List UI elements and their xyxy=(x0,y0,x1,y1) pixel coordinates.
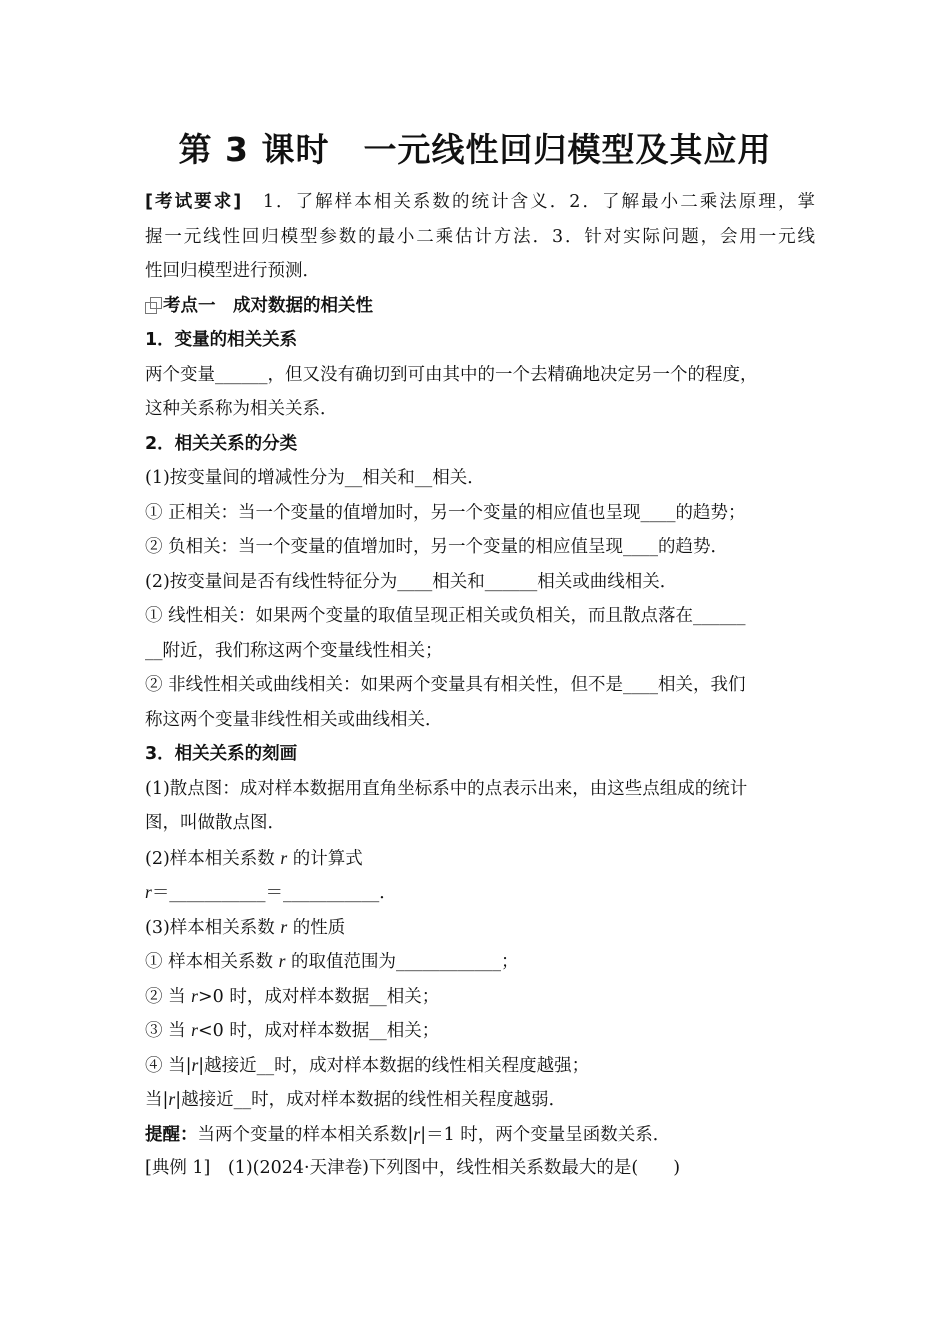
text-line xyxy=(145,289,815,324)
math-variable: r xyxy=(191,1054,199,1075)
math-variable: r xyxy=(278,951,286,971)
text-line xyxy=(145,1048,815,1083)
text-segment: ③ 当 xyxy=(145,1021,192,1041)
text-line xyxy=(145,496,815,531)
text-segment: ① 正相关：当一个变量的值增加时，另一个变量的相应值也呈现____的趋势； xyxy=(145,502,746,523)
page-title: 第 3 课时 一元线性回归模型及其应用 xyxy=(178,130,772,169)
bold-text: [考试要求] xyxy=(145,192,242,212)
text-line xyxy=(145,979,815,1014)
text-line xyxy=(145,565,815,600)
text-line xyxy=(145,806,815,841)
text-line xyxy=(145,1013,815,1048)
text-segment: 图，叫做散点图． xyxy=(145,813,285,833)
math-variable: r xyxy=(413,1123,421,1144)
text-line xyxy=(145,910,815,945)
text-line xyxy=(145,634,815,669)
text-segment: (1)(2024·天津卷)下列图中，线性相关系数最大的是( ) xyxy=(210,1158,681,1178)
text-segment: 性回归模型进行预测． xyxy=(145,261,320,281)
math-variable: r xyxy=(191,1020,198,1040)
text-segment: __附近，我们称这两个变量线性相关； xyxy=(145,640,443,661)
text-line xyxy=(145,944,815,979)
bold-text: 1．变量的相关关系 xyxy=(145,330,298,350)
text-segment: 当两个变量的样本相关系数| xyxy=(197,1124,414,1145)
text-segment: |越接近__时，成对样本数据的线性相关程度越强； xyxy=(198,1055,590,1076)
text-line xyxy=(145,772,815,807)
text-segment: 的取值范围为____________； xyxy=(285,952,519,972)
text-segment: 称这两个变量非线性相关或曲线相关． xyxy=(145,709,443,730)
text-line xyxy=(145,530,815,565)
text-segment: 当| xyxy=(145,1090,169,1110)
text-line xyxy=(145,1151,815,1186)
text-segment: ② 当 xyxy=(145,986,192,1007)
math-variable: r xyxy=(280,847,288,868)
text-segment: (3)样本相关系数 xyxy=(145,917,281,938)
bold-text: 2．相关关系的分类 xyxy=(145,433,298,454)
text-segment: 这种关系称为相关关系． xyxy=(145,399,338,419)
text-segment: <0 时，成对样本数据__相关； xyxy=(197,1021,440,1041)
text-line xyxy=(145,875,815,910)
text-segment: 1．了解样本相关系数的统计含义．2．了解最小二乘法原理，掌 xyxy=(241,192,815,212)
document-body xyxy=(145,185,815,1186)
text-line xyxy=(145,841,815,876)
text-line xyxy=(145,254,815,289)
text-segment: 的性质 xyxy=(287,917,346,938)
text-segment: (2)样本相关系数 xyxy=(145,848,281,869)
text-line xyxy=(145,323,815,358)
text-segment: ② 负相关：当一个变量的值增加时，另一个变量的相应值呈现____的趋势． xyxy=(145,537,729,557)
text-segment: [典例 1] xyxy=(145,1158,211,1178)
text-line xyxy=(145,392,815,427)
math-variable: r xyxy=(191,985,198,1006)
text-segment: 两个变量______，但又没有确切到可由其中的一个去精确地决定另一个的程度， xyxy=(145,364,758,385)
text-segment: |越接近__时，成对样本数据的线性相关程度越弱． xyxy=(175,1090,567,1110)
text-line xyxy=(145,358,815,393)
bold-text: 3．相关关系的刻画 xyxy=(145,744,298,764)
math-variable: r xyxy=(168,1089,176,1109)
math-variable: r xyxy=(145,882,152,902)
text-line xyxy=(145,185,815,220)
text-segment: |＝1 时，两个变量呈函数关系． xyxy=(420,1124,671,1145)
text-segment: (1)散点图：成对样本数据用直角坐标系中的点表示出来，由这些点组成的统计 xyxy=(145,778,748,799)
text-line xyxy=(145,1117,815,1152)
text-line xyxy=(145,461,815,496)
text-line xyxy=(145,737,815,772)
bold-text: 提醒： xyxy=(145,1124,198,1145)
text-segment: ① 线性相关：如果两个变量的取值呈现正相关或负相关，而且散点落在______ xyxy=(145,606,746,626)
text-line xyxy=(145,427,815,462)
text-segment: ② 非线性相关或曲线相关：如果两个变量具有相关性，但不是____相关，我们 xyxy=(145,675,746,695)
text-line xyxy=(145,668,815,703)
text-segment: ＝___________＝___________． xyxy=(151,883,397,903)
text-segment: ① 样本相关系数 xyxy=(145,952,279,972)
text-line xyxy=(145,599,815,634)
text-line xyxy=(145,703,815,738)
text-line xyxy=(145,1082,815,1117)
text-segment: 的计算式 xyxy=(287,848,363,869)
math-variable: r xyxy=(280,916,288,937)
text-segment: (1)按变量间的增减性分为__相关和__相关． xyxy=(145,468,485,488)
text-segment: >0 时，成对样本数据__相关； xyxy=(197,986,440,1007)
text-segment: (2)按变量间是否有线性特征分为____相关和______相关或曲线相关． xyxy=(145,571,678,592)
text-segment: 握一元线性回归模型参数的最小二乘估计方法．3．针对实际问题，会用一元线 xyxy=(145,226,815,247)
text-segment: ④ 当| xyxy=(145,1055,192,1076)
section-marker-icon xyxy=(145,297,161,313)
text-line xyxy=(145,220,815,255)
bold-text: 考点一 成对数据的相关性 xyxy=(163,295,373,316)
